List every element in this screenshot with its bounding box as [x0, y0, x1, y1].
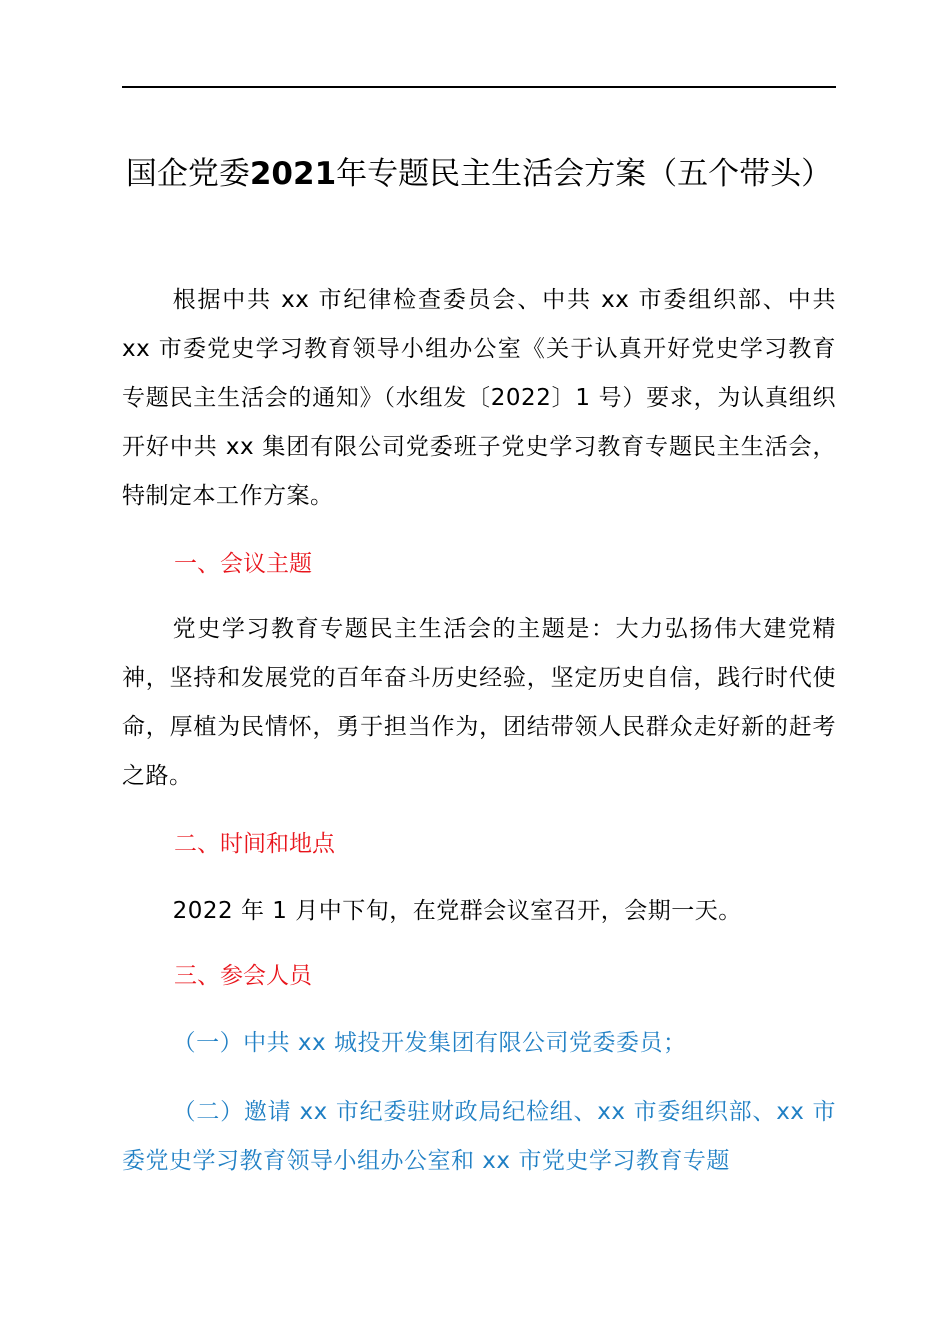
title-text-part2: 年专题民主生活会方案（五个带头） [336, 156, 833, 192]
attendees-item-1: （一）中共 xx 城投开发集团有限公司党委委员； [172, 1030, 687, 1056]
title-year: 2021 [249, 156, 337, 192]
header-rule [122, 86, 836, 88]
section-heading-time-place: 二、时间和地点 [174, 831, 335, 857]
section-time-place-body: 2022 年 1 月中下旬，在党群会议室召开，会期一天。 [172, 898, 742, 924]
intro-paragraph: 根据中共 xx 市纪律检查委员会、中共 xx 市委组织部、中共 xx 市委党史学习教育领导小组办公室《关于认真开好党史学习教育专题民主生活会的通知》（水组发〔2022〕1 号）要求，为认真组织开好中共 xx 集团有限公司党委班子党史学习教育专题民主生活会，特制定本工作方案。 [122, 287, 836, 509]
title-text-part1: 国企党委 [125, 156, 250, 192]
document-title [122, 150, 836, 198]
section-heading-theme: 一、会议主题 [174, 551, 312, 577]
section-heading-attendees: 三、参会人员 [174, 963, 312, 989]
attendees-item-2: （二）邀请 xx 市纪委驻财政局纪检组、xx 市委组织部、xx 市委党史学习教育领导小组办公室和 xx 市党史学习教育专题 [122, 1099, 836, 1174]
section-theme-body: 党史学习教育专题民主生活会的主题是：大力弘扬伟大建党精神，坚持和发展党的百年奋斗历史经验，坚定历史自信，践行时代使命，厚植为民情怀，勇于担当作为，团结带领人民群众走好新的赶考之路。 [122, 616, 836, 789]
